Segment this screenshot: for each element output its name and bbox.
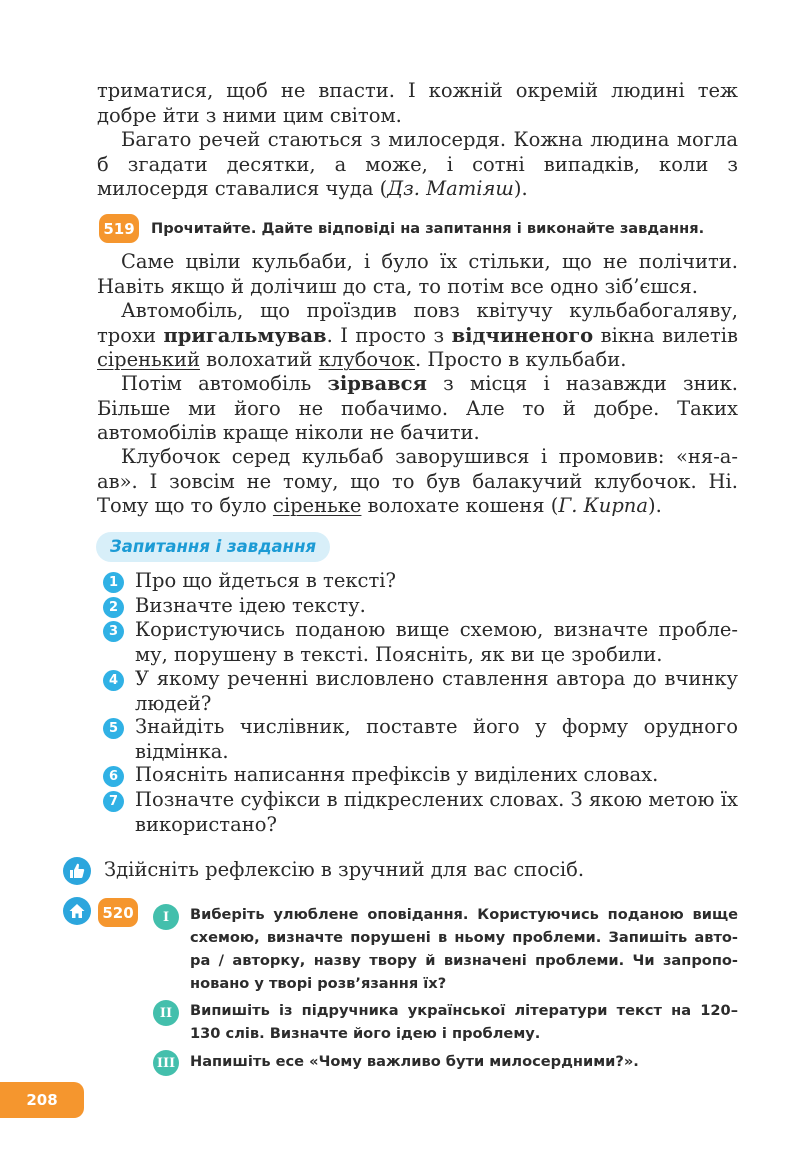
exercise-519-instruction: Прочитайте. Дайте відповіді на запитання і виконайте завдання. bbox=[151, 220, 705, 237]
question-text: Про що йдеться в тексті? bbox=[135, 569, 396, 592]
text-paragraph-3 bbox=[97, 372, 738, 446]
question-number: 1 bbox=[103, 572, 124, 593]
question-text: Поясніть написання префіксів у виділених словах. bbox=[135, 763, 659, 786]
page-number: 208 bbox=[0, 1082, 84, 1118]
text-paragraph-2 bbox=[97, 299, 738, 373]
text-author: Г. Кирпа bbox=[558, 494, 648, 517]
question-number: 5 bbox=[103, 718, 124, 739]
t2-a: Автомобіль, що проїздив повз квітучу кульбабогаляву, трохи bbox=[97, 299, 738, 347]
t3-c: з місця і назавжди зник. Більше ми його не побачимо. Але то й добре. Таких автомобілів краще ніколи не бачити. bbox=[97, 372, 738, 444]
question-text: У якому реченні висловлено ставлення автора до вчинку людей? bbox=[135, 667, 738, 715]
task-roman-number: III bbox=[153, 1050, 179, 1076]
question-text: Знайдіть числівник, поставте його у форму орудного відмінка. bbox=[135, 715, 738, 763]
word-klubochok: клубочок bbox=[318, 348, 415, 371]
intro-paragraph-1: триматися, щоб не впасти. І кожній окремій людині теж добре йти з ними цим світом. bbox=[97, 79, 738, 127]
t2-e: вікна вилетів bbox=[593, 323, 739, 347]
t4-c: волохате кошеня ( bbox=[361, 494, 559, 517]
text-paragraph-1: Саме цвіли кульбаби, і було їх стільки, що не полічити. Навіть якщо й долічиш до ста, то потім все одно зіб’єшся. bbox=[97, 250, 738, 298]
word-zirvavsia: зірвався bbox=[327, 372, 427, 395]
questions-header: Запитання і завдання bbox=[96, 532, 330, 562]
t3-a: Потім автомобіль bbox=[121, 372, 328, 395]
intro-paragraph-2-end: ). bbox=[513, 177, 528, 200]
intro-author: Дз. Матіяш bbox=[387, 177, 514, 200]
question-text: Визначте ідею тексту. bbox=[135, 594, 366, 617]
exercise-519-badge: 519 bbox=[99, 214, 139, 243]
task-roman-number: II bbox=[153, 1000, 179, 1026]
reflection-text: Здійсніть рефлексію в зручний для вас спосіб. bbox=[104, 858, 585, 881]
home-icon bbox=[63, 897, 91, 925]
question-number: 4 bbox=[103, 670, 124, 691]
word-sirenke: сіреньке bbox=[272, 494, 362, 517]
t4-end: ). bbox=[648, 494, 662, 517]
question-number: 7 bbox=[103, 791, 124, 812]
word-sirenkyi: сіренький bbox=[97, 348, 200, 371]
intro-paragraph-2-text: Багато речей стаються з милосердя. Кожна людина могла б згадати десятки, а може, і сотні випадків, коли з милосердя ставалися чуда ( bbox=[97, 128, 738, 200]
task-text: Випишіть із підручника української літератури текст на 120–130 слів. Визначте його ідею і проблему. bbox=[190, 1002, 738, 1042]
t2-g: волохатий bbox=[199, 348, 319, 371]
intro-paragraph-2 bbox=[97, 128, 738, 202]
question-number: 2 bbox=[103, 597, 124, 618]
thumbs-up-icon bbox=[63, 857, 91, 885]
word-vidchynenoho: відчиненого bbox=[451, 323, 594, 347]
t2-c: . І просто з bbox=[326, 323, 452, 347]
t2-i: . Просто в кульбаби. bbox=[415, 348, 627, 371]
task-text: Виберіть улюблене оповідання. Користуючись поданою вище схемою, визначте порушені в ньому проблеми. Запишіть авто-ра / авторку, назву твору й визначені проблеми. Чи запропо-новано у творі розв’язання їх? bbox=[190, 906, 738, 992]
question-text: Користуючись поданою вище схемою, визначте пробле-му, порушену в тексті. Поясніть, як ви це зробили. bbox=[135, 618, 738, 666]
text-paragraph-4 bbox=[97, 445, 738, 519]
t4-a: Клубочок серед кульбаб заворушився і промовив: «ня-а-ав». І зовсім не тому, що то був балакучий клубочок. Ні. Тому що то було bbox=[97, 445, 738, 517]
word-prygalmuvav: пригальмував bbox=[163, 323, 327, 347]
question-number: 6 bbox=[103, 766, 124, 787]
task-roman-number: I bbox=[153, 904, 179, 930]
exercise-520-badge: 520 bbox=[98, 898, 138, 927]
question-text: Позначте суфікси в підкреслених словах. З якою метою їх використано? bbox=[135, 788, 738, 836]
question-number: 3 bbox=[103, 621, 124, 642]
task-text: Напишіть есе «Чому важливо бути милосердними?». bbox=[190, 1053, 639, 1070]
